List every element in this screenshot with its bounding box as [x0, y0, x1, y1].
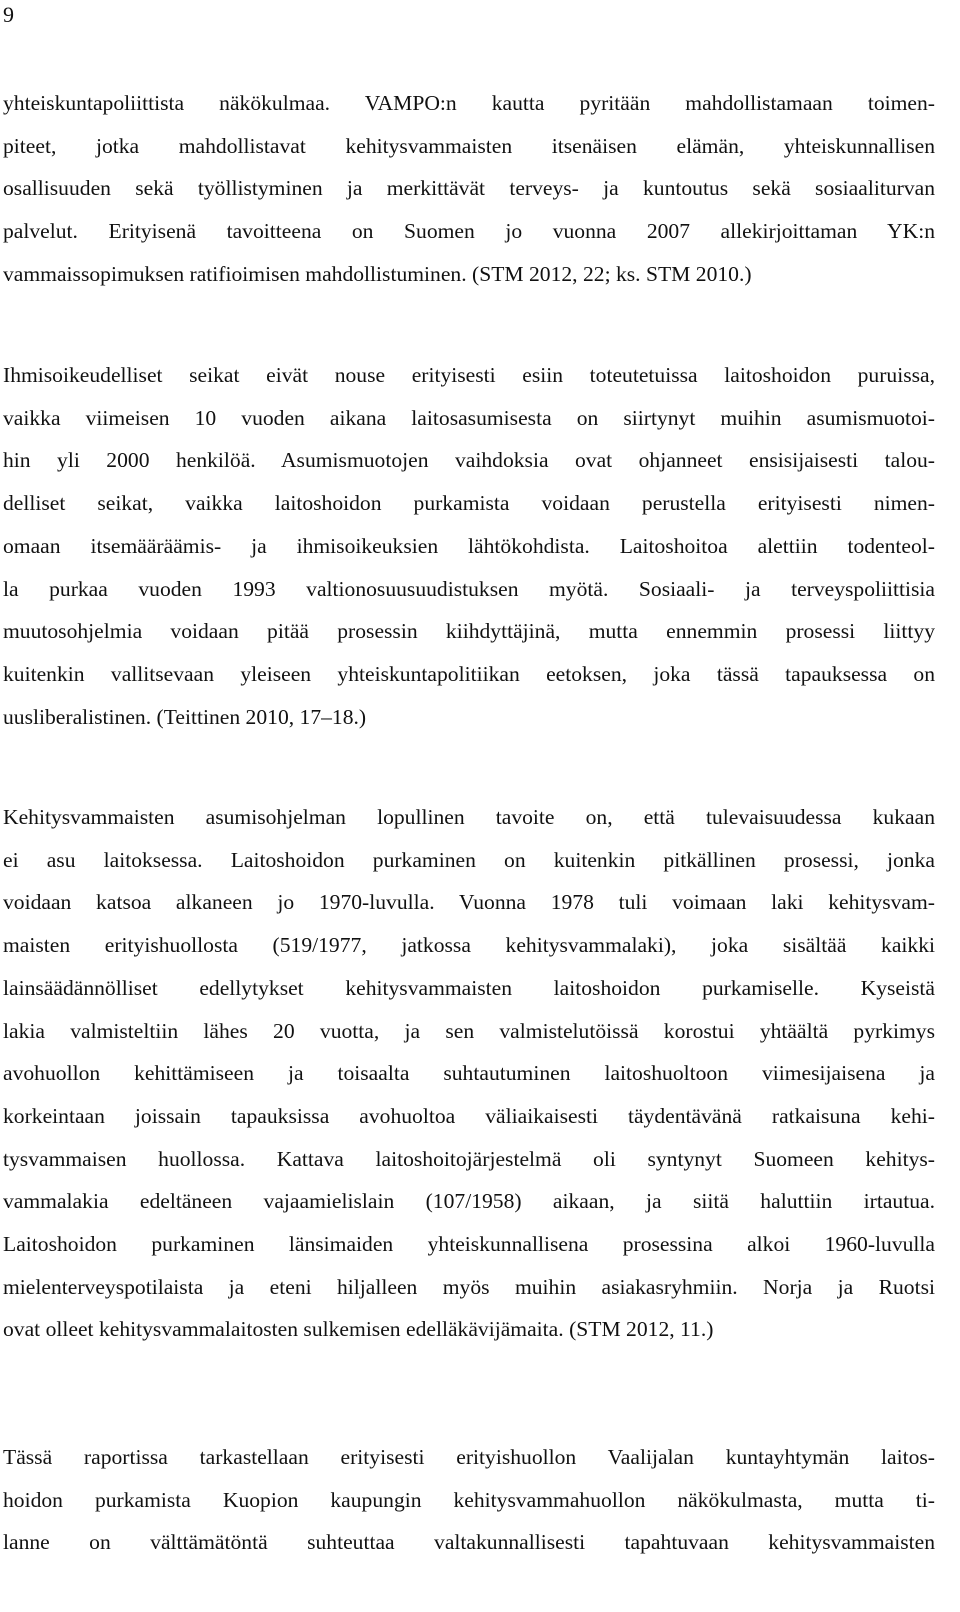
text-line: voidaan katsoa alkaneen jo 1970-luvulla. Vuonna 1978 tuli voimaan laki kehitysvam-	[3, 890, 935, 915]
text-line: hin yli 2000 henkilöä. Asumismuotojen vaihdoksia ovat ohjanneet ensisijaisesti talou-	[3, 448, 935, 473]
text-line: Laitoshoidon purkaminen länsimaiden yhteiskunnallisena prosessina alkoi 1960-luvulla	[3, 1232, 935, 1256]
page-number: 9	[3, 2, 14, 27]
text-line: lanne on välttämätöntä suhteuttaa valtakunnallisesti tapahtuvaan kehitysvammaisten	[3, 1530, 935, 1555]
text-line: palvelut. Erityisenä tavoitteena on Suomen jo vuonna 2007 allekirjoittaman YK:n	[3, 219, 935, 244]
text-line: ei asu laitoksessa. Laitoshoidon purkaminen on kuitenkin pitkällinen prosessi, jonka	[3, 847, 935, 872]
text-line: piteet, jotka mahdollistavat kehitysvammaisten itsenäisen elämän, yhteiskunnallisen	[3, 133, 935, 158]
text-line: ovat olleet kehitysvammalaitosten sulkemisen edelläkävijämaita. (STM 2012, 11.)	[3, 1317, 714, 1342]
text-line: osallisuuden sekä työllistyminen ja merkittävät terveys- ja kuntoutus sekä sosiaaliturvan	[3, 176, 935, 201]
text-line: la purkaa vuoden 1993 valtionosuusuudistuksen myötä. Sosiaali- ja terveyspoliittisia	[3, 576, 935, 601]
text-line: muutosohjelmia voidaan pitää prosessin kiihdyttäjinä, mutta ennemmin prosessi liittyy	[3, 619, 935, 644]
text-line: Tässä raportissa tarkastellaan erityisesti erityishuollon Vaalijalan kuntayhtymän laitos-	[3, 1445, 935, 1469]
text-line: yhteiskuntapoliittista näkökulmaa. VAMPO:n kautta pyritään mahdollistamaan toimen-	[3, 91, 935, 115]
text-line: avohuollon kehittämiseen ja toisaalta suhtautuminen laitoshuoltoon viimesijaisena ja	[3, 1061, 935, 1086]
text-line: vammalakia edeltäneen vajaamielislain (107/1958) aikaan, ja siitä haluttiin irtautua.	[3, 1189, 935, 1214]
text-line: lainsäädännölliset edellytykset kehitysvammaisten laitoshoidon purkamiselle. Kyseistä	[3, 975, 935, 1000]
text-line: hoidon purkamista Kuopion kaupungin kehitysvammahuollon näkökulmasta, mutta ti-	[3, 1487, 935, 1512]
text-line: vammaissopimuksen ratifioimisen mahdollistuminen. (STM 2012, 22; ks. STM 2010.)	[3, 261, 752, 286]
text-line: lakia valmisteltiin lähes 20 vuotta, ja sen valmistelutöissä korostui yhtäältä pyrkimys	[3, 1018, 935, 1043]
text-line: korkeintaan joissain tapauksissa avohuoltoa väliaikaisesti täydentävänä ratkaisuna kehi-	[3, 1103, 935, 1128]
text-line: maisten erityishuollosta (519/1977, jatkossa kehitysvammalaki), joka sisältää kaikki	[3, 933, 935, 958]
text-line: Kehitysvammaisten asumisohjelman lopullinen tavoite on, että tulevaisuudessa kukaan	[3, 805, 935, 829]
text-line: kuitenkin vallitsevaan yleiseen yhteiskuntapolitiikan eetoksen, joka tässä tapauksessa on	[3, 661, 935, 686]
text-line: tysvammaisen huollossa. Kattava laitoshoitojärjestelmä oli syntynyt Suomeen kehitys-	[3, 1146, 935, 1171]
text-line: omaan itsemääräämis- ja ihmisoikeuksien lähtökohdista. Laitoshoitoa alettiin todenteol-	[3, 533, 935, 558]
text-line: mielenterveyspotilaista ja eteni hiljalleen myös muihin asiakasryhmiin. Norja ja Ruotsi	[3, 1274, 935, 1299]
text-line: vaikka viimeisen 10 vuoden aikana laitosasumisesta on siirtynyt muihin asumismuotoi-	[3, 405, 935, 430]
text-line: uusliberalistinen. (Teittinen 2010, 17–18.)	[3, 704, 367, 729]
text-line: delliset seikat, vaikka laitoshoidon purkamista voidaan perustella erityisesti nimen-	[3, 491, 935, 516]
text-line: Ihmisoikeudelliset seikat eivät nouse erityisesti esiin toteutetuissa laitoshoidon puruissa,	[3, 363, 935, 387]
